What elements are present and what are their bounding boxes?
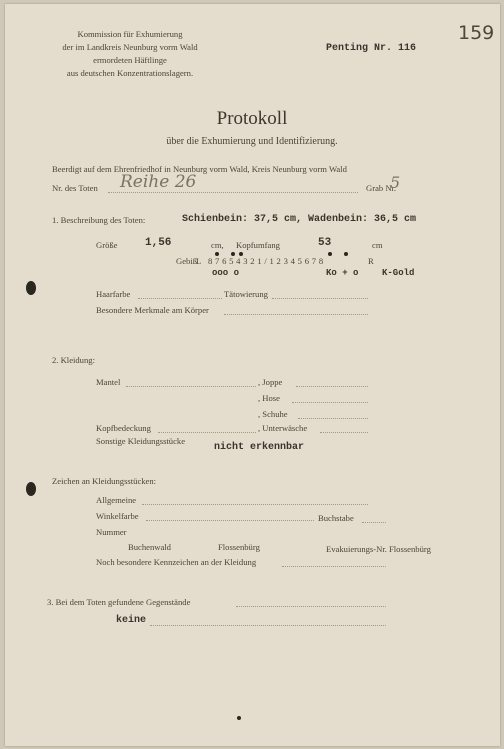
height-unit: cm,	[211, 240, 224, 250]
grave-number-label: Grab Nr.	[366, 183, 397, 193]
tooth-mark-dot	[328, 252, 332, 256]
teeth-left-marker: L	[196, 256, 202, 266]
dead-number-label: Nr. des Toten	[52, 183, 98, 193]
page-number: 159	[458, 22, 495, 44]
letter-line	[362, 522, 386, 523]
section3-line	[236, 606, 386, 607]
org-line-4: aus deutschen Konzentrationslagern.	[66, 68, 194, 78]
grave-number-value: 5	[390, 173, 401, 192]
org-line-2: der im Landkreis Neunburg vorm Wald	[62, 42, 198, 52]
height-label: Größe	[96, 240, 118, 250]
other-clothing-label: Sonstige Kleidungsstücke	[96, 436, 186, 446]
punch-hole-upper	[26, 281, 36, 295]
other-clothing-value: nicht erkennbar	[214, 442, 305, 453]
number-label: Nummer	[96, 527, 127, 537]
headwear-label: Kopfbedeckung	[96, 423, 151, 433]
teeth-chart: 8 7 6 5 4 3 2 1 / 1 2 3 4 5 6 7 8	[208, 256, 324, 266]
other-marks-line	[282, 566, 386, 567]
tooth-mark-dot	[231, 252, 235, 256]
buchenwald-label: Buchenwald	[128, 542, 171, 552]
general-label: Allgemeine	[96, 495, 137, 505]
section1-heading: 1. Beschreibung des Toten:	[52, 215, 146, 225]
org-line-1: Kommission für Exhumierung	[77, 29, 183, 39]
teeth-label: Gebiß	[176, 256, 198, 266]
document-title: Protokoll	[216, 108, 288, 129]
section3-heading: 3. Bei dem Toten gefundene Gegenstände	[47, 597, 191, 607]
tattoo-label: Tätowierung	[224, 289, 268, 299]
flossenburg-label: Flossenbürg	[218, 542, 260, 552]
found-items-line	[150, 625, 386, 626]
head-circumference-unit: cm	[372, 240, 383, 250]
general-line	[142, 504, 368, 505]
angle-color-label: Winkelfarbe	[96, 511, 139, 521]
teeth-status-2: Ko + o	[326, 268, 359, 278]
jacket-label: , Joppe	[258, 377, 283, 387]
teeth-status-3: K-Gold	[382, 268, 415, 278]
teeth-right-marker: R	[368, 256, 374, 266]
dead-number-value: Reihe 26	[120, 172, 197, 192]
section2-heading: 2. Kleidung:	[52, 355, 95, 365]
trousers-line	[292, 402, 368, 403]
shoes-line	[298, 418, 368, 419]
hair-color-label: Haarfarbe	[96, 289, 131, 299]
headwear-line	[158, 432, 256, 433]
angle-color-line	[146, 520, 314, 521]
document-subtitle: über die Exhumierung und Identifizierung.	[166, 136, 338, 147]
hair-color-line	[138, 298, 222, 299]
found-items-value: keine	[116, 615, 147, 626]
tooth-mark-dot	[215, 252, 219, 256]
coat-line	[126, 386, 256, 387]
body-marks-label: Besondere Merkmale am Körper	[96, 305, 209, 315]
evacuation-number-label: Evakuierungs-Nr. Flossenbürg	[326, 544, 431, 554]
height-value: 1,56	[145, 237, 172, 249]
burial-location-text: Beerdigt auf dem Ehrenfriedhof in Neunburg vorm Wald, Kreis Neunburg vorm Wald	[52, 164, 347, 174]
teeth-status-1: ooo o	[212, 268, 240, 278]
page-bottom-mark	[237, 716, 241, 720]
jacket-line	[296, 386, 368, 387]
tattoo-line	[272, 298, 368, 299]
letter-label: Buchstabe	[318, 513, 354, 523]
body-marks-line	[224, 314, 368, 315]
bone-measurements: Schienbein: 37,5 cm, Wadenbein: 36,5 cm	[182, 214, 417, 225]
tooth-mark-dot	[239, 252, 243, 256]
dead-number-line	[108, 192, 358, 193]
clothing-marks-heading: Zeichen an Kleidungsstücken:	[52, 476, 157, 486]
other-marks-label: Noch besondere Kennzeichen an der Kleidung	[96, 557, 257, 567]
shoes-label: , Schuhe	[258, 409, 288, 419]
trousers-label: , Hose	[258, 393, 280, 403]
punch-hole-lower	[26, 482, 36, 496]
coat-label: Mantel	[96, 377, 121, 387]
underwear-line	[320, 432, 368, 433]
location-reference: Penting Nr. 116	[326, 43, 417, 54]
org-line-3: ermordeten Häftlinge	[93, 55, 167, 65]
head-circumference-value: 53	[318, 237, 332, 249]
underwear-label: , Unterwäsche	[258, 423, 308, 433]
head-circumference-label: Kopfumfang	[236, 240, 280, 250]
tooth-mark-dot	[344, 252, 348, 256]
